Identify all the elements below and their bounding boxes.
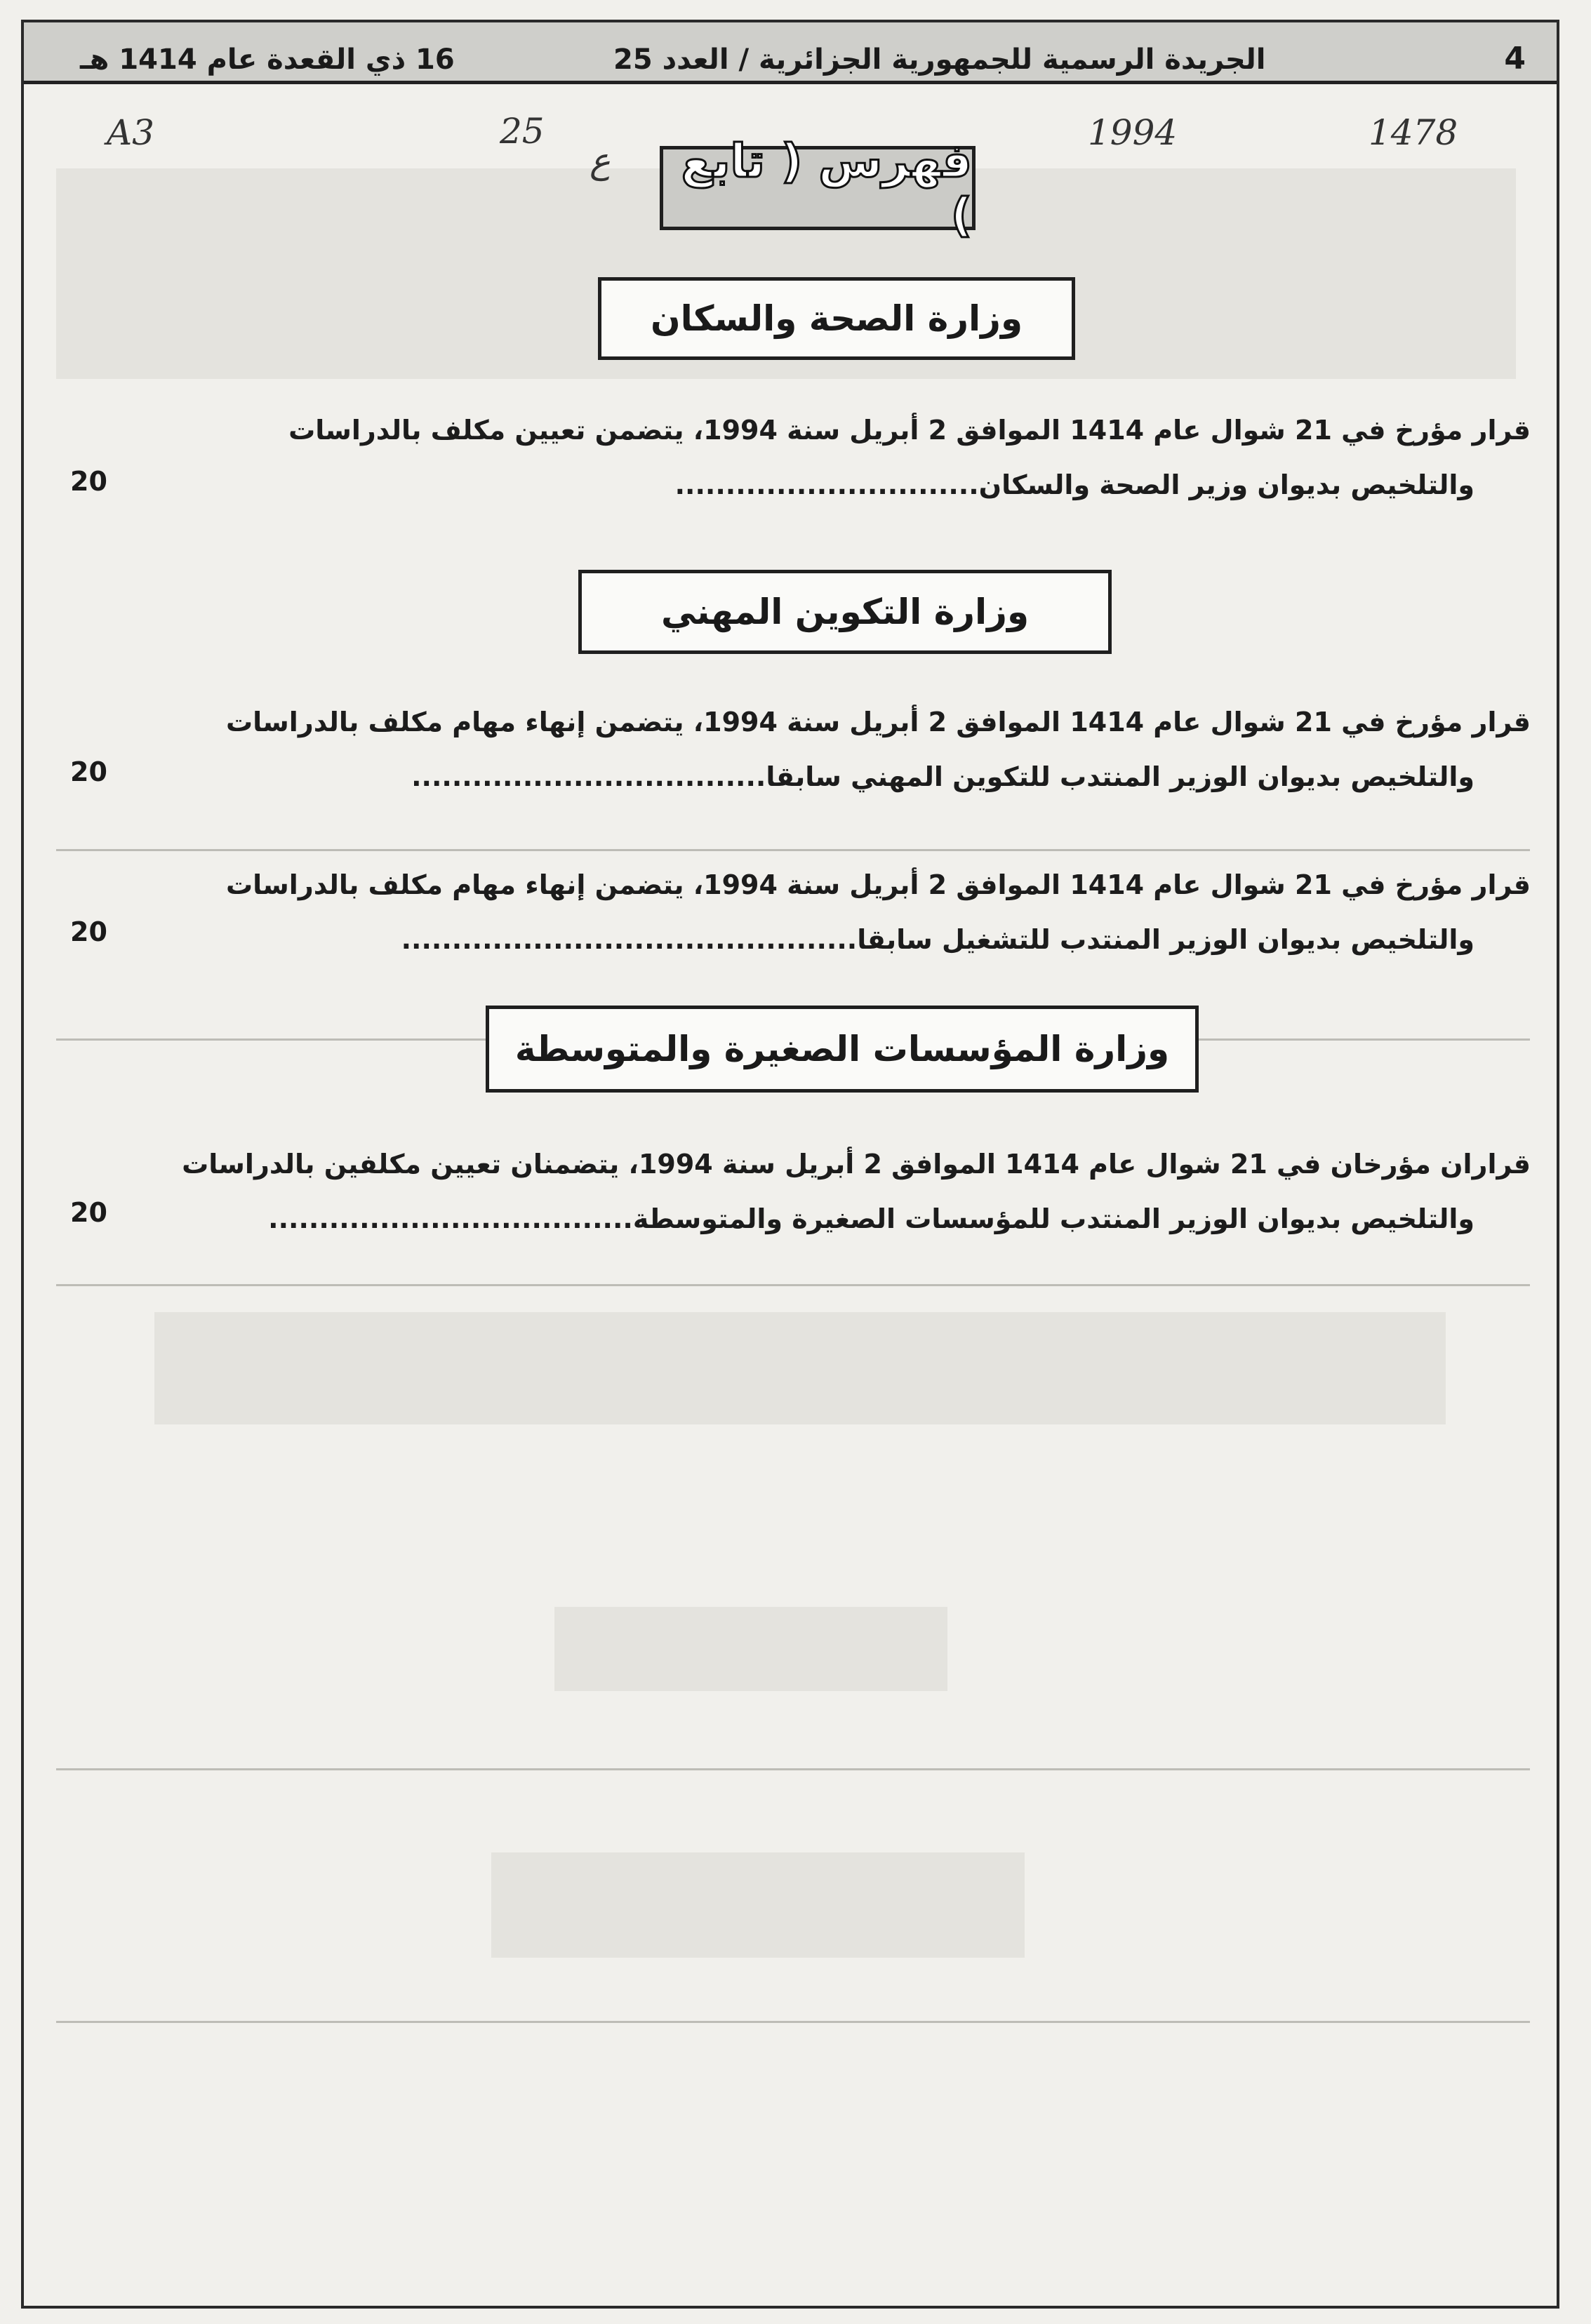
entry-line: والتلخيص بديوان الوزير المنتدب للتكوين المهني سابقا................................... — [411, 761, 1474, 792]
entry-page-number: 20 — [70, 1197, 107, 1228]
ministry-heading-text: وزارة المؤسسات الصغيرة والمتوسطة — [514, 1029, 1170, 1069]
ministry-heading-text: وزارة التكوين المهني — [660, 592, 1030, 632]
entry-page-number: 20 — [70, 466, 107, 497]
entry-line: قرار مؤرخ في 21 شوال عام 1414 الموافق 2 أبريل سنة 1994، يتضمن إنهاء مهام مكلف بالدراسات — [225, 707, 1531, 737]
bleed-through-line — [56, 849, 1530, 851]
index-entry — [127, 695, 1531, 804]
running-header — [24, 22, 1557, 84]
page-number: 4 — [1504, 41, 1526, 76]
header-date: 16 ذي القعدة عام 1414 هـ — [80, 44, 455, 76]
ministry-heading — [578, 570, 1112, 654]
ministry-heading — [598, 277, 1075, 360]
entry-line: قراران مؤرخان في 21 شوال عام 1414 الموافق 2 أبريل سنة 1994، يتضمنان تعيين مكلفين بالدراسات — [182, 1149, 1531, 1180]
handwritten-mark: 25 — [500, 111, 545, 152]
ministry-heading-text: وزارة الصحة والسكان — [650, 298, 1023, 339]
entry-line: والتلخيص بديوان الوزير المنتدب للتشغيل سابقا............................................. — [401, 924, 1474, 955]
entry-line: والتلخيص بديوان الوزير المنتدب للمؤسسات الصغيرة والمتوسطة.................................... — [268, 1203, 1474, 1234]
index-title — [660, 134, 976, 242]
index-entry — [127, 857, 1531, 967]
ministry-heading — [486, 1006, 1199, 1093]
bleed-through-line — [56, 2021, 1530, 2023]
entry-line: قرار مؤرخ في 21 شوال عام 1414 الموافق 2 أبريل سنة 1994، يتضمن تعيين مكلف بالدراسات — [288, 415, 1531, 446]
entry-line: قرار مؤرخ في 21 شوال عام 1414 الموافق 2 أبريل سنة 1994، يتضمن إنهاء مهام مكلف بالدراسات — [225, 869, 1531, 900]
handwritten-mark: ع — [590, 140, 611, 181]
entry-page-number: 20 — [70, 916, 107, 947]
index-entry — [127, 403, 1531, 512]
entry-line: والتلخيص بديوان وزير الصحة والسكان.............................. — [674, 469, 1474, 500]
bleed-through-line — [56, 1768, 1530, 1770]
entry-page-number: 20 — [70, 756, 107, 787]
publication-title: الجريدة الرسمية للجمهورية الجزائرية / العدد 25 — [613, 44, 1266, 76]
bleed-through-box — [154, 1312, 1446, 1424]
handwritten-year: 1994 — [1088, 112, 1178, 153]
index-entry — [127, 1137, 1531, 1246]
handwritten-number: 1478 — [1369, 112, 1458, 153]
bleed-through-box — [491, 1852, 1025, 1958]
handwritten-mark: A3 — [107, 112, 154, 153]
bleed-through-box — [554, 1607, 947, 1691]
index-title-text: فهرس ( تابع ) — [681, 134, 972, 242]
bleed-through-line — [56, 1284, 1530, 1286]
